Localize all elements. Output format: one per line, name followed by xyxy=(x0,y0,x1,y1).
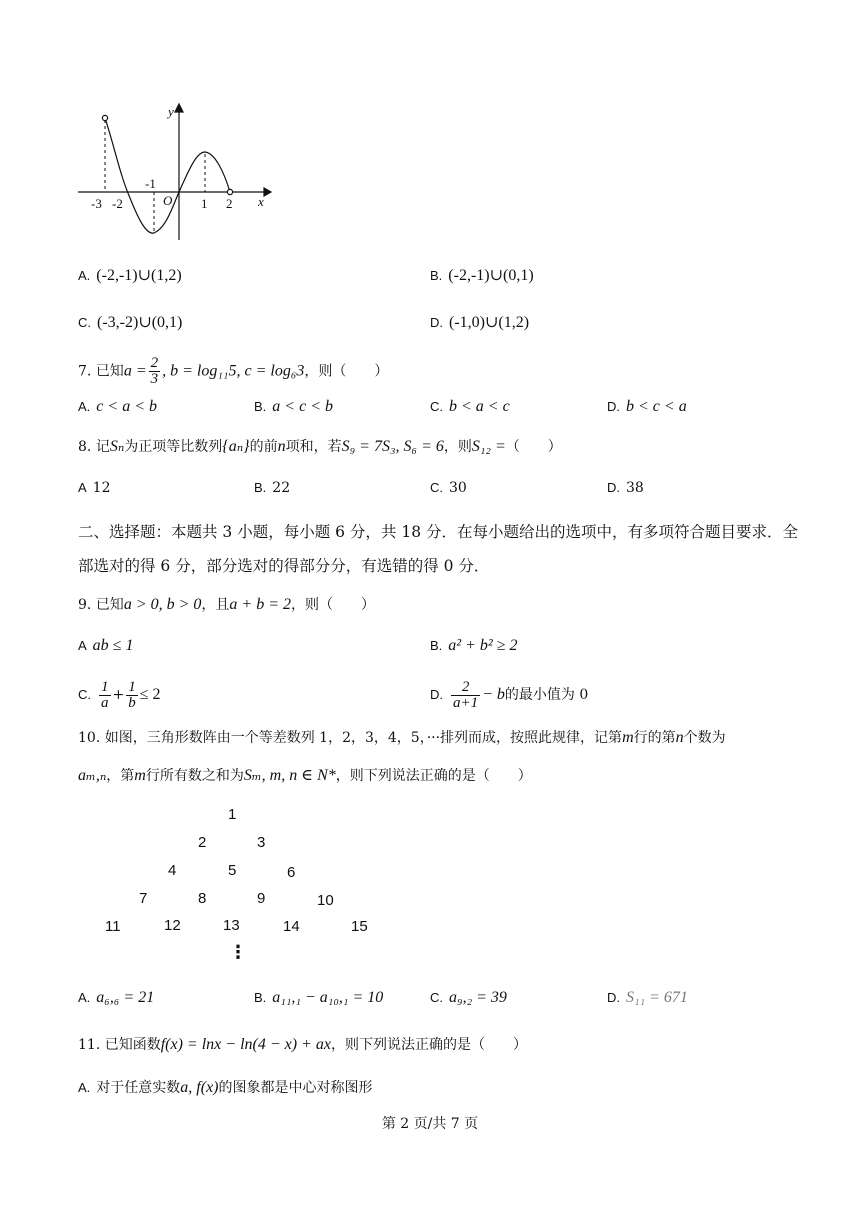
q8-option-a[interactable]: A 12 xyxy=(78,480,111,496)
option-value: (-2,-1)∪(1,2) xyxy=(96,267,182,284)
y-axis-arrow xyxy=(175,104,183,112)
q6-option-b[interactable] xyxy=(430,266,534,286)
triangle-number: 9 xyxy=(257,890,266,907)
q11-option-a[interactable]: A. 对于任意实数a, f(x)的图象都是中心对称图形 xyxy=(78,1079,373,1096)
option-label: A. xyxy=(78,268,91,283)
q11-stem: 11. 已知函数f(x) = lnx − ln(4 − x) + ax，则下列说法正确的是（ ） xyxy=(78,1036,527,1053)
q7-option-b[interactable]: B. a < c < b xyxy=(254,398,333,415)
question-number: 7. xyxy=(78,363,92,380)
q7-option-c[interactable]: C. b < a < c xyxy=(430,398,510,415)
q6-option-a[interactable] xyxy=(78,266,182,286)
q9-option-a[interactable]: A ab ≤ 1 xyxy=(78,637,134,654)
option-label: D. xyxy=(430,315,443,330)
q6-option-c[interactable] xyxy=(78,313,182,333)
q8-option-c[interactable]: C. 30 xyxy=(430,480,467,496)
x-axis-arrow xyxy=(264,188,271,196)
triangle-number: 4 xyxy=(168,862,177,879)
q9-option-b[interactable]: B. a² + b² ≥ 2 xyxy=(430,637,518,654)
triangle-number: 7 xyxy=(139,890,148,907)
tick-label-1: 1 xyxy=(201,196,208,211)
triangle-number: 3 xyxy=(257,834,266,851)
q8-option-d[interactable]: D. 38 xyxy=(607,480,644,496)
function-graph xyxy=(72,100,272,250)
option-label: B. xyxy=(430,268,443,283)
q7-option-d[interactable]: D. b < c < a xyxy=(607,398,687,415)
y-axis-label: y xyxy=(168,104,174,119)
q6-option-d[interactable] xyxy=(430,313,529,333)
question-number: 11. xyxy=(78,1037,101,1053)
option-value: (-2,-1)∪(0,1) xyxy=(448,267,534,284)
tick-label-neg2: -2 xyxy=(112,196,123,211)
tick-label-2: 2 xyxy=(226,196,233,211)
triangle-number: 5 xyxy=(228,862,237,879)
open-point-right xyxy=(227,189,232,194)
q9-stem: 9. 已知a > 0, b > 0，且a + b = 2，则（ ） xyxy=(78,596,375,613)
q10-option-a[interactable]: A. a₆,₆ = 21 xyxy=(78,989,155,1006)
question-number: 9. xyxy=(78,597,92,613)
tick-label-neg1: -1 xyxy=(145,176,156,191)
q10-stem-line1: 10. 如图，三角形数阵由一个等差数列 1，2，3，4，5，···排列而成，按照此规律，记第m行的第n个数为 xyxy=(78,729,726,746)
option-value: (-3,-2)∪(0,1) xyxy=(97,314,183,331)
page-footer: 第 2 页/共 7 页 xyxy=(381,1116,479,1132)
q9-option-d[interactable]: D. $\frac{2}{a+1}$ − b的最小值为 0 xyxy=(430,678,589,711)
triangle-number: 12 xyxy=(164,917,181,934)
x-axis-label: x xyxy=(258,194,264,209)
function-curve xyxy=(105,118,230,233)
q10-option-d[interactable]: D. S₁₁ = 671 xyxy=(607,989,688,1006)
q7-option-a[interactable]: A. c < a < b xyxy=(78,398,157,415)
q7-stem: 7. 已知a = $\frac{2}{3}$ , b = log₁₁5, c = log₆3，则（ ） xyxy=(78,355,389,387)
open-point-left xyxy=(102,115,107,120)
triangle-number: 14 xyxy=(283,918,300,935)
q8-option-b[interactable]: B. 22 xyxy=(254,480,291,496)
fraction-two-thirds: $\frac{2}{3}$ xyxy=(150,355,159,387)
q10-option-b[interactable]: B. a₁₁,₁ − a₁₀,₁ = 10 xyxy=(254,989,384,1006)
triangle-number: 10 xyxy=(317,892,334,909)
q10-stem-line2: aₘ,ₙ，第m行所有数之和为Sₘ, m, n ∈ N*，则下列说法正确的是（ ） xyxy=(78,767,532,784)
q10-option-c[interactable]: C. a₉,₂ = 39 xyxy=(430,989,507,1006)
triangle-number: 15 xyxy=(351,918,368,935)
option-value: (-1,0)∪(1,2) xyxy=(449,314,530,331)
question-number: 8. xyxy=(78,439,92,455)
triangle-number: 8 xyxy=(198,890,207,907)
section-heading: 二、选择题：本题共 3 小题，每小题 6 分，共 18 分．在每小题给出的选项中，有多项符合题目要求．全部选对的得 6 分，部分选对的得部分分，有选错的得 0 分． xyxy=(78,523,799,575)
triangle-number: 2 xyxy=(198,834,207,851)
origin-label: O xyxy=(163,193,173,208)
q9-option-c[interactable]: C. $\frac{1}{a}$ + $\frac{1}{b}$ ≤ 2 xyxy=(78,678,161,711)
option-label: C. xyxy=(78,315,91,330)
tick-label-neg3: -3 xyxy=(91,196,102,211)
vertical-ellipsis: ⋮ xyxy=(229,942,247,962)
q8-stem: 8. 记Sₙ为正项等比数列{aₙ}的前n项和，若S₉ = 7S₃, S₆ = 6，则S₁₂ =（ ） xyxy=(78,438,562,455)
triangle-number: 13 xyxy=(223,917,240,934)
triangle-number: 1 xyxy=(228,806,237,823)
triangle-number: 6 xyxy=(287,864,296,881)
triangle-number: 11 xyxy=(105,918,121,935)
